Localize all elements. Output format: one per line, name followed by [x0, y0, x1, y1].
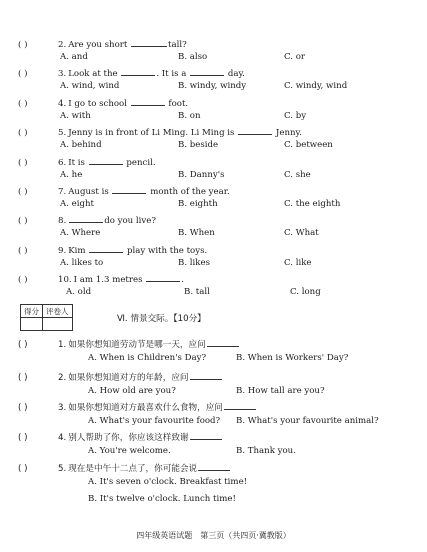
option-c[interactable]: C. like: [284, 257, 312, 268]
situation-prompt: 如果你想知道对方最喜欢什么食物，应问: [68, 403, 223, 413]
question-number: 4.: [58, 433, 67, 443]
answer-blank[interactable]: [224, 401, 256, 410]
page-footer: 四年级英语试题 第三页（共四页·冀教版）: [136, 531, 291, 540]
answer-blank[interactable]: [146, 273, 180, 282]
answer-paren[interactable]: ( ): [18, 275, 28, 286]
question-line: [18, 156, 156, 169]
answer-blank[interactable]: [190, 67, 224, 76]
option-b[interactable]: B. windy, windy: [178, 81, 247, 92]
answer-blank[interactable]: [238, 126, 272, 135]
question-text: month of the year.: [147, 187, 230, 197]
option-a[interactable]: A. When is Children's Day?: [88, 353, 207, 363]
option-b[interactable]: B. on: [178, 110, 201, 121]
answer-paren[interactable]: ( ): [18, 373, 28, 383]
option-b[interactable]: B. eighth: [178, 199, 218, 209]
option-a[interactable]: A. with: [60, 110, 91, 121]
situation-line: [18, 462, 231, 475]
option-c[interactable]: C. What: [284, 228, 319, 239]
answer-paren[interactable]: ( ): [18, 340, 28, 350]
question-line: [18, 38, 187, 51]
question-text: Kim: [68, 245, 89, 256]
situation-line: [18, 431, 223, 444]
answer-paren[interactable]: ( ): [18, 245, 28, 256]
option-c[interactable]: C. or: [284, 52, 306, 62]
question-text: day.: [225, 69, 245, 80]
answer-paren[interactable]: ( ): [18, 433, 28, 443]
option-a[interactable]: A. likes to: [60, 257, 104, 268]
option-a[interactable]: A. Where: [60, 228, 101, 239]
situation-prompt: 现在是中午十二点了，你可能会说: [68, 464, 198, 474]
options-row: [0, 228, 427, 239]
question-text: do you live?: [104, 216, 156, 227]
question-text: August is: [68, 187, 112, 197]
question-number: 3.: [58, 69, 67, 80]
answer-paren[interactable]: ( ): [18, 69, 28, 80]
options-row: [0, 258, 427, 269]
answer-paren[interactable]: ( ): [18, 40, 28, 50]
question-line: [18, 185, 230, 198]
options-row: [0, 140, 427, 151]
answer-blank[interactable]: [198, 462, 230, 471]
question-text: foot.: [165, 98, 189, 109]
grader-cell[interactable]: [43, 318, 73, 331]
answer-blank[interactable]: [112, 185, 146, 194]
question-text: .: [181, 275, 184, 286]
question-number: 7.: [58, 187, 67, 197]
option-b[interactable]: B. beside: [178, 140, 219, 151]
option-a[interactable]: A. and: [60, 52, 88, 62]
answer-blank[interactable]: [69, 214, 103, 223]
question-text: Jenny.: [273, 128, 302, 139]
option-a[interactable]: A. behind: [60, 140, 102, 151]
options-row: [0, 111, 427, 122]
answer-blank[interactable]: [131, 97, 165, 106]
option-c[interactable]: C. she: [284, 169, 311, 180]
situation-prompt: 如果你想知道劳动节是哪一天，应问: [68, 340, 206, 350]
answer-blank[interactable]: [131, 38, 167, 47]
situation-prompt: 别人帮助了你，你应该这样致谢: [68, 433, 189, 443]
question-text: Jenny is in front of Li Ming. Li Ming is: [68, 128, 238, 139]
option-b[interactable]: B. Danny's: [178, 169, 225, 180]
question-number: 3.: [58, 403, 67, 413]
option-b[interactable]: B. It's twelve o'clock. Lunch time!: [88, 494, 236, 504]
answer-paren[interactable]: ( ): [18, 464, 28, 474]
answer-paren[interactable]: ( ): [18, 403, 28, 413]
question-number: 9.: [58, 245, 67, 256]
option-b[interactable]: B. What's your favourite animal?: [236, 416, 379, 426]
option-b[interactable]: B. When is Workers' Day?: [236, 353, 349, 363]
question-number: 8.: [58, 216, 67, 227]
answer-blank[interactable]: [121, 67, 155, 76]
option-a[interactable]: A. How old are you?: [88, 386, 176, 396]
option-a[interactable]: A. You're welcome.: [88, 446, 171, 456]
question-text: I am 1.3 metres: [73, 275, 146, 286]
options-row: [0, 52, 427, 63]
options-row: [0, 170, 427, 181]
option-b[interactable]: B. likes: [178, 257, 210, 268]
question-number: 10.: [58, 275, 72, 286]
question-text: It is: [68, 157, 88, 168]
option-b[interactable]: B. How tall are you?: [236, 386, 325, 396]
options-row: [0, 386, 427, 397]
option-a[interactable]: A. eight: [60, 199, 94, 209]
option-c[interactable]: C. long: [290, 287, 321, 298]
grader-label: 评卷人: [43, 305, 73, 318]
question-line: [18, 214, 156, 227]
question-number: 6.: [58, 157, 67, 168]
options-row: [0, 416, 427, 427]
situation-prompt: 如果你想知道对方的年龄，应问: [68, 373, 189, 383]
situation-line: [18, 371, 223, 384]
question-text: Look at the: [68, 69, 121, 80]
question-text: play with the toys.: [124, 245, 208, 256]
question-text: Are you short: [68, 40, 131, 50]
answer-blank[interactable]: [190, 371, 222, 380]
question-line: [18, 273, 184, 286]
question-text: I go to school: [68, 98, 130, 109]
option-a[interactable]: A. It's seven o'clock. Breakfast time!: [88, 477, 248, 487]
option-a[interactable]: A. What's your favourite food?: [88, 416, 221, 426]
situation-line: [18, 338, 240, 351]
question-number: 4.: [58, 98, 67, 109]
option-a[interactable]: A. wind, wind: [60, 81, 120, 92]
question-number: 5.: [58, 464, 67, 474]
question-number: 2.: [58, 373, 67, 383]
option-a[interactable]: A. he: [60, 169, 83, 180]
answer-blank[interactable]: [207, 338, 239, 347]
options-row: [0, 446, 427, 457]
answer-paren[interactable]: ( ): [18, 157, 28, 168]
score-cell[interactable]: [21, 318, 43, 331]
score-table: [20, 304, 73, 331]
question-line: [18, 244, 207, 257]
option-c[interactable]: C. the eighth: [284, 199, 341, 209]
question-line: [18, 126, 302, 139]
answer-paren[interactable]: ( ): [18, 98, 28, 109]
options-row: [0, 199, 427, 210]
question-number: 2.: [58, 40, 67, 50]
question-text: . It is a: [156, 69, 190, 80]
option-c[interactable]: C. by: [284, 110, 307, 121]
option-b[interactable]: B. tall: [184, 287, 210, 298]
question-text: pencil.: [123, 157, 156, 168]
options-row: [0, 287, 427, 298]
section-title: Ⅵ. 情景交际。【10分】: [117, 314, 206, 324]
option-c[interactable]: C. windy, wind: [284, 81, 348, 92]
options-row: [0, 81, 427, 92]
question-number: 5.: [58, 128, 67, 139]
question-number: 1.: [58, 340, 67, 350]
option-b[interactable]: B. Thank you.: [236, 446, 296, 456]
option-a[interactable]: A. old: [66, 287, 92, 298]
question-line: [18, 67, 245, 80]
answer-paren[interactable]: ( ): [18, 216, 28, 227]
situation-line: [18, 401, 257, 414]
answer-blank[interactable]: [89, 156, 123, 165]
option-b[interactable]: B. When: [178, 228, 215, 239]
options-row: [0, 353, 427, 364]
option-b[interactable]: B. also: [178, 52, 208, 62]
score-label: 得分: [21, 305, 43, 318]
answer-paren[interactable]: ( ): [18, 187, 28, 197]
answer-blank[interactable]: [89, 244, 123, 253]
question-text: tall?: [168, 40, 187, 50]
answer-blank[interactable]: [190, 431, 222, 440]
option-c[interactable]: C. between: [284, 140, 333, 151]
answer-paren[interactable]: ( ): [18, 128, 28, 139]
question-line: [18, 97, 188, 110]
